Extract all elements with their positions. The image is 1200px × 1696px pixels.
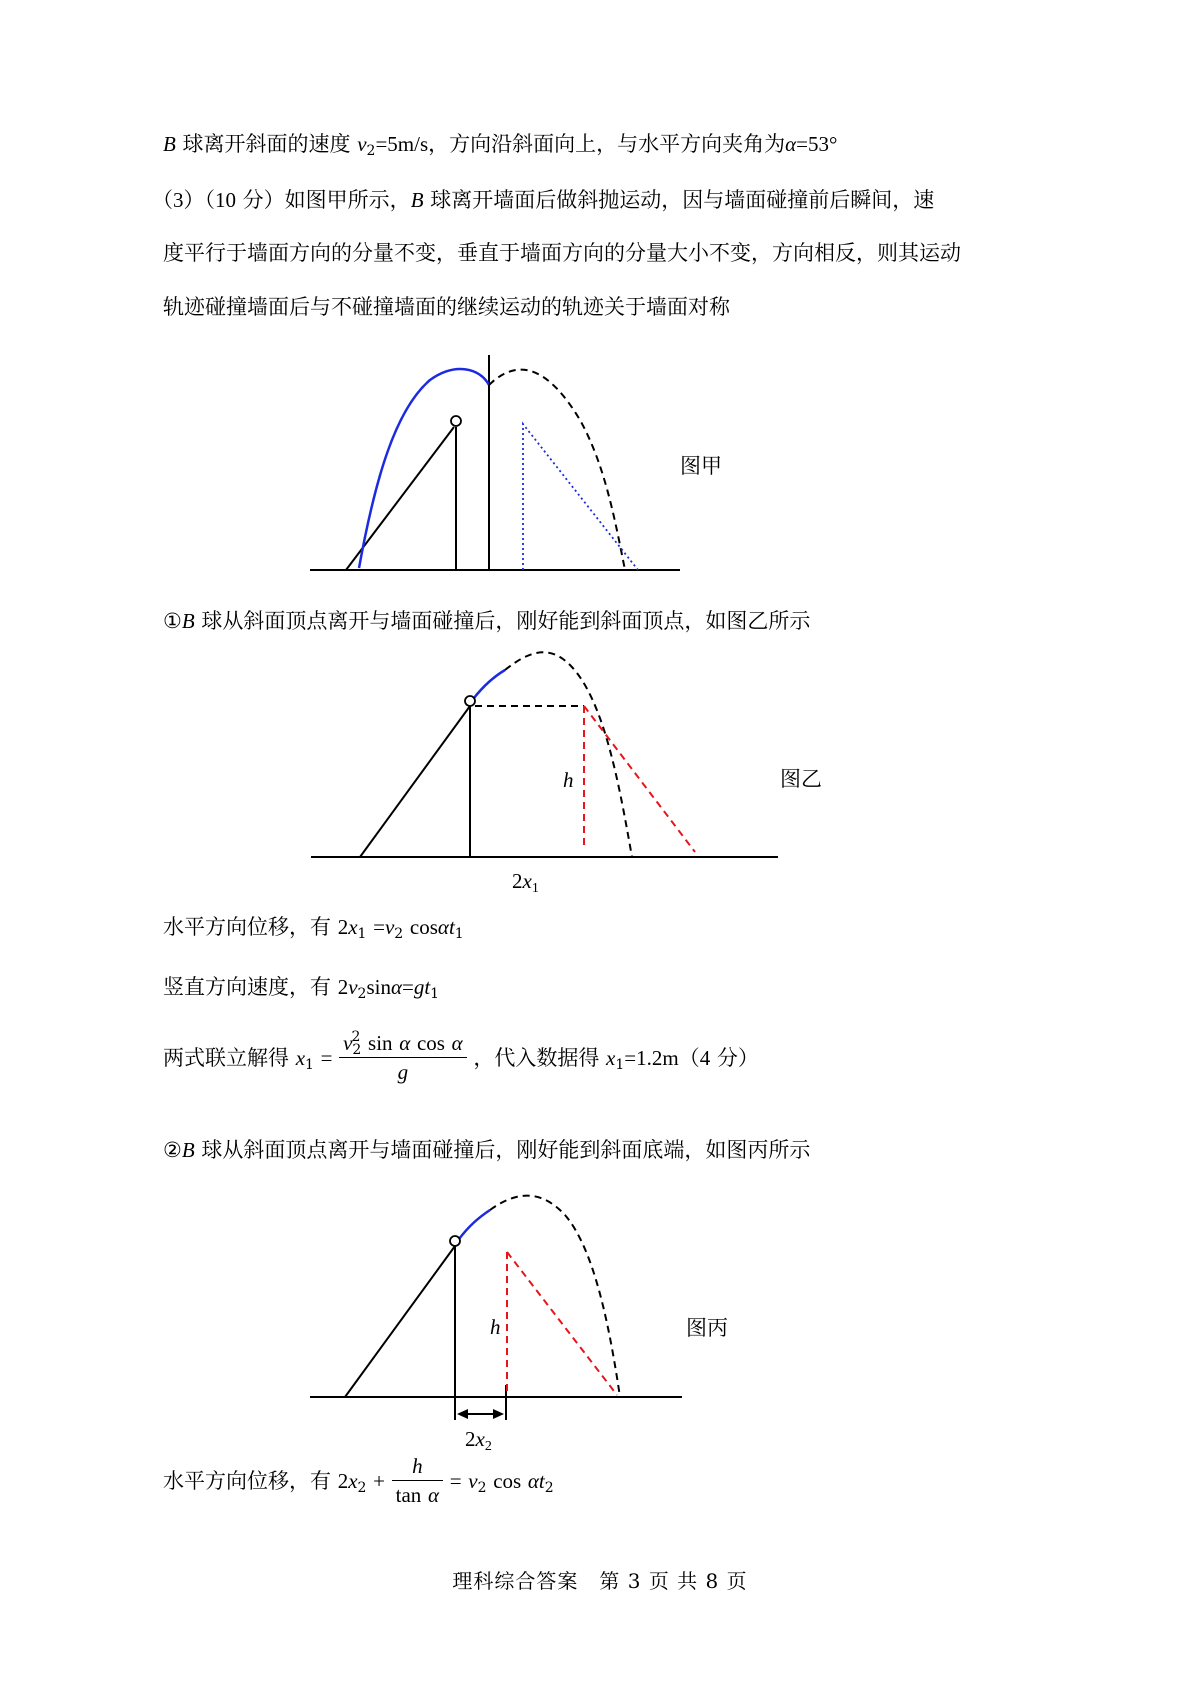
- dotted-triangle: [523, 424, 638, 570]
- dimension-arrowhead-left: [457, 1409, 468, 1419]
- figure-jia: [310, 355, 680, 570]
- trajectory-blue: [459, 1210, 490, 1239]
- fraction-x1: $\frac{v^2_2 \sin \alpha \cos \alpha}{g}$: [339, 1033, 467, 1083]
- line-1: B 球离开斜面的速度 $v_2=5m/s$，方向沿斜面向上，与水平方向夹角为α=53°: [163, 132, 838, 159]
- trajectory-dashed: [505, 652, 632, 857]
- line-3: 度平行于墙面方向的分量不变，垂直于墙面方向的分量大小不变，方向相反，则其运动: [163, 241, 961, 265]
- fraction-h-tan: $\frac{h}{\text{tan α}}$: [392, 1456, 443, 1506]
- figure-bing: [310, 1196, 682, 1420]
- trajectory-blue: [474, 670, 505, 698]
- line-4: 轨迹碰撞墙面后与不碰撞墙面的继续运动的轨迹关于墙面对称: [163, 295, 730, 319]
- figure-label-yi: 图乙: [780, 767, 822, 791]
- incline-hypotenuse: [360, 706, 470, 857]
- trajectory-blue: [359, 369, 489, 568]
- h-label-yi: h: [563, 768, 574, 792]
- figure-label-bing: 图丙: [686, 1316, 728, 1340]
- ball-b: [450, 1236, 460, 1246]
- figure-label-jia: 图甲: [680, 454, 722, 478]
- x-label-yi: 2x1: [512, 869, 539, 896]
- dimension-arrowhead-right: [493, 1409, 504, 1419]
- line-5: ①B 球从斜面顶点离开与墙面碰撞后，刚好能到斜面顶点，如图乙所示: [163, 609, 811, 633]
- page-footer: 理科综合答案 第 3 页 共 8 页: [452, 1569, 748, 1593]
- red-dashed-slant: [584, 706, 695, 852]
- mirror-trajectory-dashed: [489, 370, 625, 570]
- line-6: 水平方向位移，有 $2x_1 =v_2$ cosαt$_1$: [163, 915, 464, 942]
- line-8: 两式联立解得 $x_1$ = $\frac{v^2_2 \sin \alpha \cos \alpha}{g}$ ，代入数据得 $x_1=1.2m(4$ 分）: [163, 1029, 759, 1084]
- x-label-bing: 2x2: [465, 1427, 492, 1454]
- figure-yi: [311, 652, 778, 857]
- line-10: 水平方向位移，有 $2x_2$ + $\frac{h}{\text{tan α}}$ = $v_2$ $\cos \alpha t_2$: [163, 1454, 554, 1507]
- ball-b: [465, 696, 475, 706]
- red-dashed-slant: [507, 1252, 617, 1395]
- ball-b: [451, 416, 461, 426]
- line-2: （3）（10 分）如图甲所示，B 球离开墙面后做斜抛运动，因与墙面碰撞前后瞬间，速: [152, 188, 935, 212]
- line-9: ②B 球从斜面顶点离开与墙面碰撞后，刚好能到斜面底端，如图丙所示: [163, 1138, 811, 1162]
- line-7: 竖直方向速度，有 $2v_2\sin\alpha=gt_1$: [163, 975, 440, 1002]
- h-label-bing: h: [490, 1315, 501, 1339]
- trajectory-dashed: [490, 1196, 620, 1397]
- incline-hypotenuse: [345, 1246, 455, 1397]
